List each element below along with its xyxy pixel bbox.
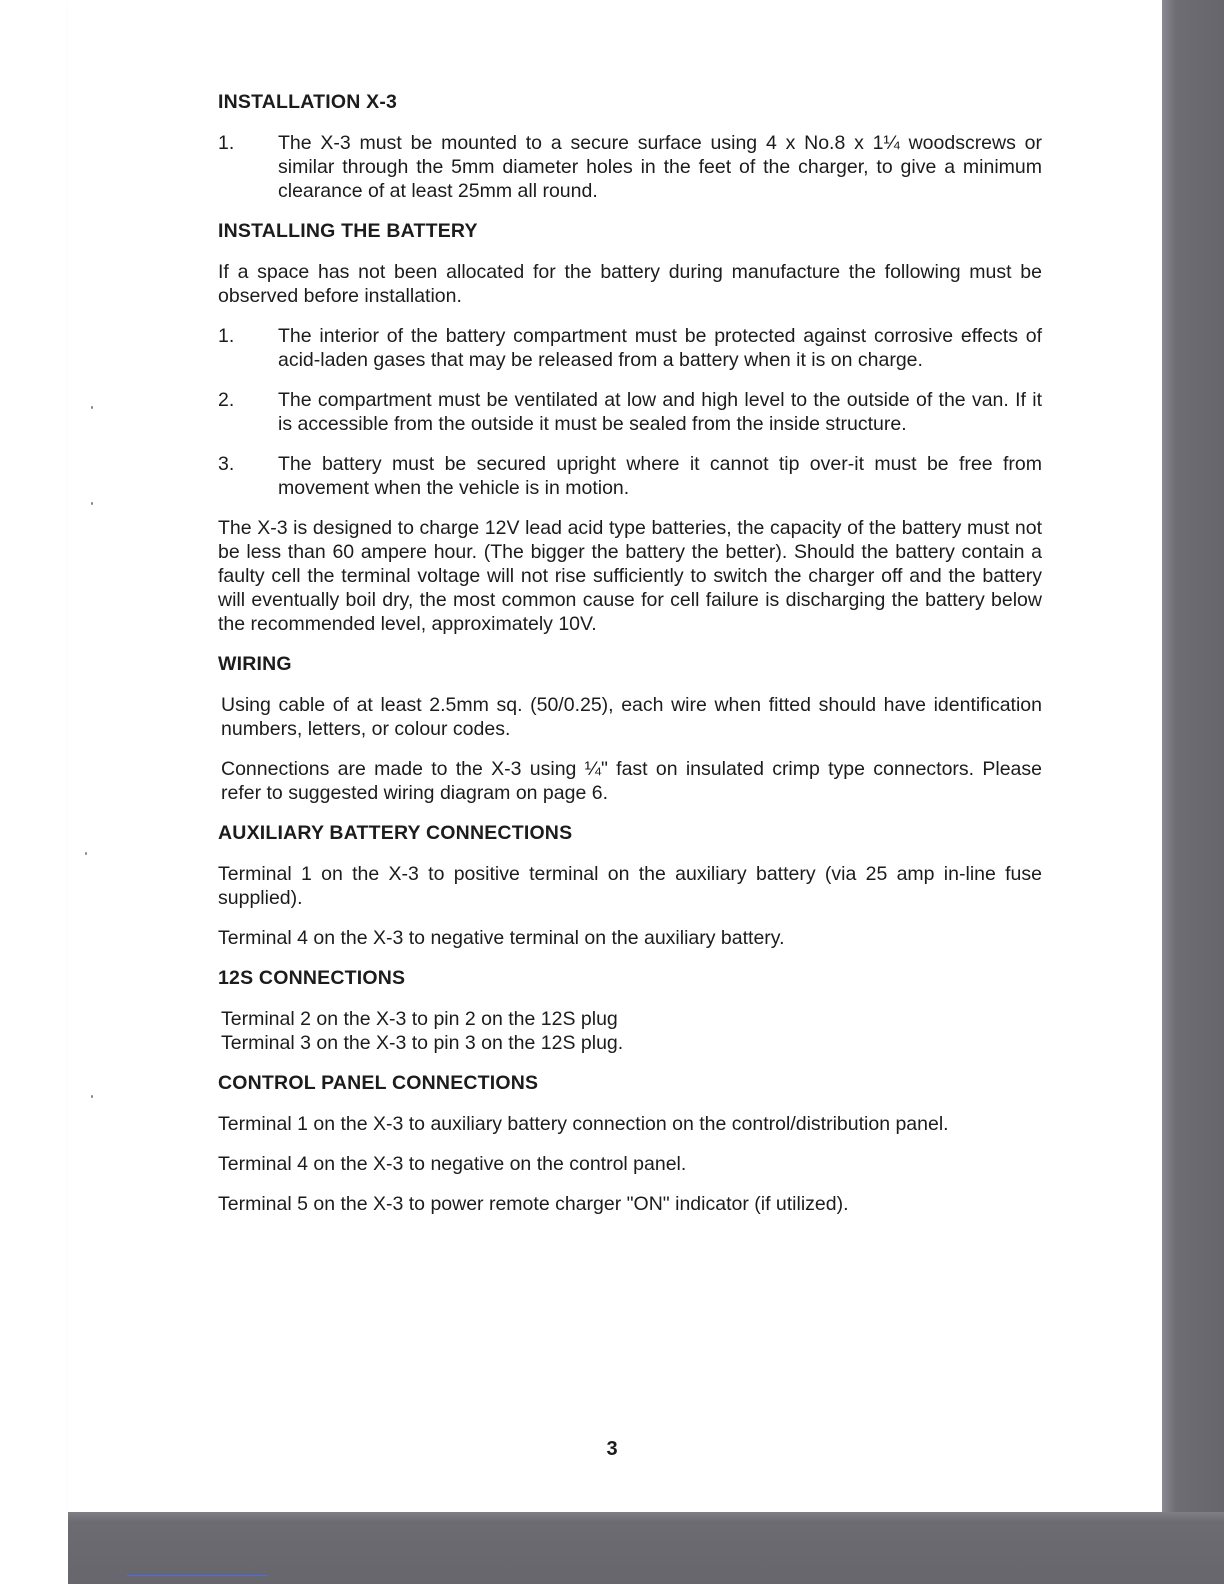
paragraph-control-aux: Terminal 1 on the X-3 to auxiliary battery connection on the control/distribution panel. <box>218 1113 949 1135</box>
document-body <box>218 90 1042 1232</box>
heading-installation-x3: INSTALLATION X-3 <box>218 91 398 113</box>
list-item <box>218 324 1042 372</box>
paragraph-aux-negative: Terminal 4 on the X-3 to negative terminal on the auxiliary battery. <box>218 927 785 949</box>
paragraph-control-indicator: Terminal 5 on the X-3 to power remote charger "ON" indicator (if utilized). <box>218 1193 849 1215</box>
list-text: The interior of the battery compartment must be protected against corrosive effects of acid-laden gases that may be released from a battery when it is on charge. <box>278 325 1042 371</box>
paragraph-control-negative: Terminal 4 on the X-3 to negative on the control panel. <box>218 1153 687 1175</box>
paragraph-aux-positive: Terminal 1 on the X-3 to positive terminal on the auxiliary battery (via 25 amp in-line fuse supplied). <box>218 863 1042 909</box>
line-12s-pin2: Terminal 2 on the X-3 to pin 2 on the 12S plug <box>221 1008 618 1030</box>
list-text: The compartment must be ventilated at low and high level to the outside of the van. If it is accessible from the outside it must be sealed from the inside structure. <box>278 389 1042 435</box>
section-installing-battery <box>218 219 1042 636</box>
page-number: 3 <box>606 1438 618 1460</box>
list-number: 2. <box>218 389 235 411</box>
list-text: The battery must be secured upright where it cannot tip over-it must be free from movement when the vehicle is in motion. <box>278 453 1042 499</box>
scan-speck <box>85 852 87 855</box>
section-12s <box>218 966 1042 1055</box>
link-underline <box>127 1575 267 1576</box>
list-item <box>218 388 1042 436</box>
list-number: 1. <box>218 325 235 347</box>
paragraph-intro: If a space has not been allocated for the battery during manufacture the following must be observed before installation. <box>218 261 1042 307</box>
heading-aux-battery: AUXILIARY BATTERY CONNECTIONS <box>218 822 573 844</box>
heading-installing-battery: INSTALLING THE BATTERY <box>218 220 478 242</box>
paragraph-wiring-cable: Using cable of at least 2.5mm sq. (50/0.25), each wire when fitted should have identification numbers, letters, or colour codes. <box>221 694 1042 740</box>
section-installation-x3 <box>218 90 1042 203</box>
scanner-bed-bottom <box>68 1512 1224 1584</box>
scan-speck <box>91 502 93 505</box>
list-item <box>218 131 1042 203</box>
section-aux-battery <box>218 821 1042 950</box>
list-number: 1. <box>218 132 235 154</box>
paragraph-battery-body: The X-3 is designed to charge 12V lead acid type batteries, the capacity of the battery must not be less than 60 ampere hour. (The bigger the battery the better). Should the battery contain a faulty cell the terminal voltage will not rise sufficiently to switch the charger off and the battery will eventually boil dry, the most common cause for cell failure is discharging the battery below the recommended level, approximately 10V. <box>218 517 1042 635</box>
paragraph-wiring-connections: Connections are made to the X-3 using ¼" fast on insulated crimp type connectors. Please refer to suggested wiring diagram on page 6. <box>221 758 1042 804</box>
scanner-bed-right <box>1162 0 1224 1584</box>
list-number: 3. <box>218 453 235 475</box>
section-control-panel <box>218 1071 1042 1216</box>
left-margin <box>0 0 68 1584</box>
heading-control-panel: CONTROL PANEL CONNECTIONS <box>218 1072 539 1094</box>
heading-wiring: WIRING <box>218 653 292 675</box>
list-text: The X-3 must be mounted to a secure surface using 4 x No.8 x 1¼ woodscrews or similar through the 5mm diameter holes in the feet of the charger, to give a minimum clearance of at least 25mm all round. <box>278 132 1042 202</box>
scan-speck <box>91 406 93 409</box>
list-item <box>218 452 1042 500</box>
line-12s-pin3: Terminal 3 on the X-3 to pin 3 on the 12S plug. <box>221 1032 624 1054</box>
section-wiring <box>218 652 1042 805</box>
heading-12s: 12S CONNECTIONS <box>218 967 406 989</box>
scan-speck <box>91 1095 93 1098</box>
